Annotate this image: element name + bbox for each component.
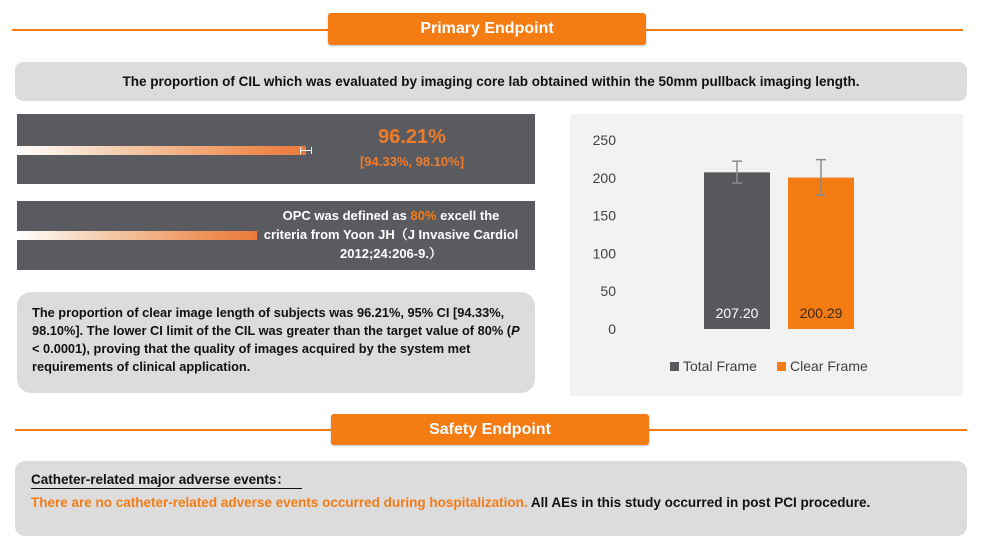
y-tick-label-5: 250 [592,132,616,148]
opc-text-pre: OPC was defined as [282,208,411,223]
summary-p-symbol: P [511,323,520,338]
legend-label-0: Total Frame [683,358,757,374]
primary-summary [17,292,535,393]
cil-result-panel [17,114,535,184]
frame-bar-chart [570,114,963,396]
summary-part2: < 0.0001), proving that the quality of images acquired by the system met requirements of clinical application. [32,341,471,374]
frame-chart-panel [570,114,963,396]
legend-swatch-1 [777,362,786,371]
cil-ci-low-cap [300,147,301,154]
data-label-0: 207.20 [715,305,759,321]
safety-header-line-left [15,429,333,431]
legend-label-1: Clear Frame [790,358,868,374]
primary-header-line-left [12,29,330,31]
primary-endpoint-title: Primary Endpoint [328,13,646,45]
y-tick-label-2: 100 [592,245,616,262]
y-tick-label-3: 150 [592,207,616,224]
opc-text-post: excell the criteria from Yoon JH（J Invasive Cardiol 2012;24:206-9.） [263,208,519,261]
cil-ci-value: [94.33%, 98.10%] [359,154,465,169]
safety-header-line-right [648,429,967,431]
safety-panel [15,461,967,536]
data-label-1: 200.29 [799,305,843,321]
opc-description [261,206,521,263]
opc-panel [17,201,535,270]
cil-proportion-bar [17,146,306,155]
y-tick-label-1: 50 [600,283,616,300]
cil-proportion-value: 96.21% [378,126,446,148]
safety-endpoint-title: Safety Endpoint [331,414,649,445]
safety-orange-text: There are no catheter-related adverse events occurred during hospitalization. [31,495,528,510]
opc-bar [17,231,257,240]
legend-swatch-0 [670,362,679,371]
primary-header-line-right [645,29,963,31]
summary-part1: The proportion of clear image length of subjects was 96.21%, 95% CI [94.33%, 98.10%]. The lower CI limit of the CIL was greater than the target value of 80% ( [32,305,512,338]
cil-ci-high-cap [311,147,312,154]
safety-heading: Catheter-related major adverse events： [31,472,302,489]
y-tick-label-4: 200 [592,169,616,186]
safety-black-text: All AEs in this study occurred in post PCI procedure. [527,495,871,510]
cil-ci-whisker [300,150,311,151]
opc-value: 80% [410,208,437,223]
cil-definition-banner: The proportion of CIL which was evaluated by imaging core lab obtained within the 50mm pullback imaging length. [15,62,967,101]
y-tick-label-0: 0 [608,321,616,337]
